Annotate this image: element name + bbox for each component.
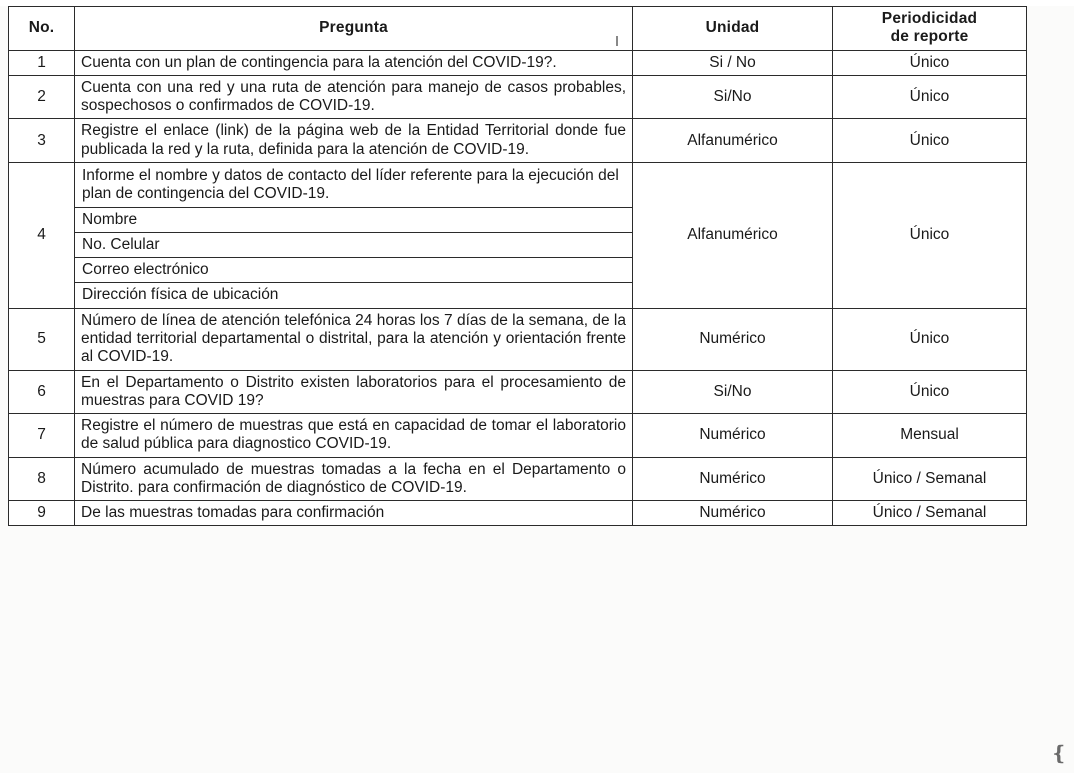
table-row (9, 370, 1027, 414)
row-question: De las muestras tomadas para confirmación (75, 501, 633, 526)
row-subitem-nombre: Nombre (75, 207, 632, 232)
table-body (9, 50, 1027, 526)
row-unit: Numérico (633, 308, 833, 370)
row-periodicity: Único / Semanal (833, 501, 1027, 526)
row-periodicity: Único (833, 119, 1027, 163)
row-periodicity: Único (833, 50, 1027, 75)
row-number: 8 (9, 457, 75, 501)
row-question: En el Departamento o Distrito existen laboratorios para el procesamiento de muestras para COVID 19? (75, 370, 633, 414)
row-unit: Alfanumérico (633, 162, 833, 308)
row-question: Registre el número de muestras que está en capacidad de tomar el laboratorio de salud pública para diagnostico COVID-19. (75, 414, 633, 458)
row-question: Registre el enlace (link) de la página web de la Entidad Territorial donde fue publicada la red y la ruta, definida para la atención de COVID-19. (75, 119, 633, 163)
row-question: Número acumulado de muestras tomadas a la fecha en el Departamento o Distrito. para confirmación de diagnóstico de COVID-19. (75, 457, 633, 501)
row-periodicity: Único (833, 308, 1027, 370)
row-periodicity: Único (833, 370, 1027, 414)
column-header-periodicidad-line2: de reporte (890, 28, 969, 46)
table-header (9, 7, 1027, 51)
column-header-pregunta: Pregunta (75, 7, 633, 51)
row-subitem-correo: Correo electrónico (75, 257, 632, 282)
row-question-text: Informe el nombre y datos de contacto del líder referente para la ejecución del plan de contingencia del COVID-19. (82, 166, 619, 203)
row-number: 1 (9, 50, 75, 75)
row-number: 5 (9, 308, 75, 370)
row-subitem-celular: No. Celular (75, 232, 632, 257)
row-unit: Si/No (633, 370, 833, 414)
column-header-unidad: Unidad (633, 7, 833, 51)
row-unit: Numérico (633, 457, 833, 501)
row-number: 2 (9, 75, 75, 119)
table-row (9, 308, 1027, 370)
row-unit: Numérico (633, 414, 833, 458)
row-unit: Numérico (633, 501, 833, 526)
row-periodicity: Único (833, 162, 1027, 308)
row-subitem-direccion: Dirección física de ubicación (75, 282, 632, 307)
row-number: 7 (9, 414, 75, 458)
row-question (75, 162, 633, 308)
row-number: 6 (9, 370, 75, 414)
row-number: 4 (9, 162, 75, 308)
row-periodicity: Único / Semanal (833, 457, 1027, 501)
table-row (9, 75, 1027, 119)
table-row (9, 414, 1027, 458)
row-periodicity: Único (833, 75, 1027, 119)
document-page (0, 6, 1074, 773)
table-row (9, 50, 1027, 75)
table-row (9, 457, 1027, 501)
page-curl-icon: ❴ (1050, 743, 1068, 765)
table-header-row (9, 7, 1027, 51)
column-header-periodicidad-line1: Periodicidad (881, 10, 978, 27)
row-unit: Si / No (633, 50, 833, 75)
column-header-periodicidad (833, 7, 1027, 51)
row-periodicity: Mensual (833, 414, 1027, 458)
table-row (9, 162, 1027, 308)
row-question: Cuenta con una red y una ruta de atención para manejo de casos probables, sospechosos o confirmados de COVID-19. (75, 75, 633, 119)
table-row (9, 119, 1027, 163)
row-unit: Alfanumérico (633, 119, 833, 163)
row-question: Número de línea de atención telefónica 24 horas los 7 días de la semana, de la entidad territorial departamental o distrital, para la atención y orientación frente al COVID-19. (75, 308, 633, 370)
row-number: 3 (9, 119, 75, 163)
table-row (9, 501, 1027, 526)
row-number: 9 (9, 501, 75, 526)
questions-table (8, 6, 1027, 526)
scan-tick-mark (616, 36, 618, 46)
column-header-no: No. (9, 7, 75, 51)
row-unit: Si/No (633, 75, 833, 119)
row-question: Cuenta con un plan de contingencia para la atención del COVID-19?. (75, 50, 633, 75)
